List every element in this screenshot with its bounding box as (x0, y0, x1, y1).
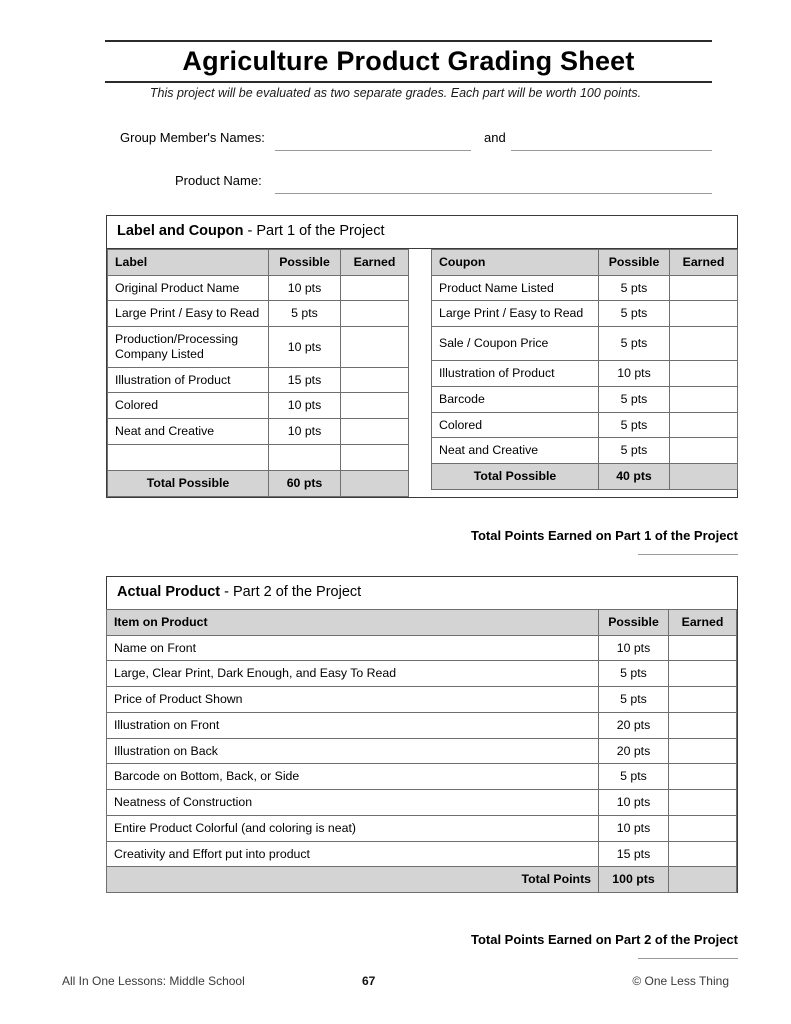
coupon-col-possible: Possible (599, 249, 670, 275)
part1-heading (107, 216, 737, 249)
label-col-earned: Earned (341, 249, 409, 275)
row-possible: 5 pts (269, 301, 341, 327)
part1-tables (107, 249, 737, 497)
row-possible: 5 pts (599, 764, 669, 790)
row-earned-input[interactable] (670, 301, 738, 327)
footer-copyright: © One Less Thing (632, 974, 729, 988)
row-item: Illustration on Front (107, 712, 599, 738)
label-col-possible: Possible (269, 249, 341, 275)
product-total-possible: 100 pts (599, 867, 669, 893)
table-row (432, 361, 738, 387)
part1-total-earned-label: Total Points Earned on Part 1 of the Project (470, 528, 738, 543)
row-possible: 20 pts (599, 712, 669, 738)
group-name-2-input[interactable] (511, 150, 712, 151)
row-item: Neat and Creative (108, 419, 269, 445)
group-names-label: Group Member's Names: (120, 130, 265, 145)
coupon-total-earned-input[interactable] (670, 464, 738, 490)
coupon-total-possible: 40 pts (599, 464, 670, 490)
product-col-possible: Possible (599, 609, 669, 635)
row-item: Large, Clear Print, Dark Enough, and Easy To Read (107, 661, 599, 687)
product-col-item: Item on Product (107, 609, 599, 635)
product-name-input[interactable] (275, 193, 712, 194)
table-row (108, 367, 409, 393)
table-row (432, 301, 738, 327)
row-earned-input[interactable] (341, 327, 409, 368)
table-row (108, 419, 409, 445)
row-item[interactable] (108, 444, 269, 470)
part2-heading (107, 577, 737, 610)
row-earned-input[interactable] (341, 393, 409, 419)
table-row (432, 412, 738, 438)
row-item: Neatness of Construction (107, 790, 599, 816)
label-total-possible: 60 pts (269, 470, 341, 496)
row-item: Large Print / Easy to Read (108, 301, 269, 327)
row-earned-input[interactable] (669, 687, 737, 713)
row-item: Creativity and Effort put into product (107, 841, 599, 867)
coupon-table (431, 249, 738, 490)
row-earned-input[interactable] (670, 386, 738, 412)
row-item: Barcode (432, 386, 599, 412)
product-name-label: Product Name: (175, 173, 262, 188)
row-item: Illustration of Product (432, 361, 599, 387)
row-possible: 10 pts (269, 393, 341, 419)
label-total-row (108, 470, 409, 496)
row-earned-input[interactable] (670, 275, 738, 301)
row-possible: 5 pts (599, 275, 670, 301)
row-possible: 5 pts (599, 386, 670, 412)
row-earned-input[interactable] (670, 412, 738, 438)
row-earned-input[interactable] (669, 790, 737, 816)
table-row (432, 386, 738, 412)
part2-total-earned-input[interactable] (638, 958, 738, 959)
table-row (107, 712, 737, 738)
row-earned-input[interactable] (669, 661, 737, 687)
label-table (107, 249, 409, 497)
document-subtitle: This project will be evaluated as two separate grades. Each part will be worth 100 points. (149, 86, 642, 100)
table-row (107, 635, 737, 661)
row-earned-input[interactable] (669, 815, 737, 841)
part1-heading-rest: - Part 1 of the Project (243, 223, 385, 239)
row-item: Price of Product Shown (107, 687, 599, 713)
row-possible: 15 pts (599, 841, 669, 867)
row-possible: 10 pts (599, 815, 669, 841)
part1-section (106, 215, 738, 498)
table-row-blank (108, 444, 409, 470)
row-earned-input[interactable] (670, 361, 738, 387)
table-header-row (107, 609, 737, 635)
group-names-row (0, 126, 791, 159)
footer-left-text: All In One Lessons: Middle School (62, 974, 245, 988)
row-possible: 10 pts (269, 275, 341, 301)
row-item: Colored (108, 393, 269, 419)
part2-total-earned-label: Total Points Earned on Part 2 of the Project (470, 932, 738, 947)
row-item: Illustration on Back (107, 738, 599, 764)
coupon-col-earned: Earned (670, 249, 738, 275)
product-total-earned-input[interactable] (669, 867, 737, 893)
row-possible: 5 pts (599, 438, 670, 464)
table-header-row (432, 249, 738, 275)
part1-heading-bold: Label and Coupon (117, 223, 244, 239)
row-item: Colored (432, 412, 599, 438)
table-row (107, 764, 737, 790)
product-col-earned: Earned (669, 609, 737, 635)
label-total-earned-input[interactable] (341, 470, 409, 496)
row-possible: 15 pts (269, 367, 341, 393)
footer-page-number: 67 (362, 974, 376, 988)
part2-section (106, 576, 738, 893)
label-col-item: Label (108, 249, 269, 275)
row-possible: 10 pts (599, 790, 669, 816)
row-earned-input[interactable] (669, 841, 737, 867)
table-row (107, 687, 737, 713)
row-item: Original Product Name (108, 275, 269, 301)
row-possible[interactable] (269, 444, 341, 470)
header-fields (0, 126, 791, 192)
row-earned-input[interactable] (341, 444, 409, 470)
table-row (107, 841, 737, 867)
table-row (432, 327, 738, 361)
row-possible: 20 pts (599, 738, 669, 764)
row-earned-input[interactable] (341, 419, 409, 445)
row-earned-input[interactable] (670, 438, 738, 464)
product-total-label: Total Points (107, 867, 599, 893)
table-row (432, 438, 738, 464)
row-item: Product Name Listed (432, 275, 599, 301)
document-title-block (105, 40, 712, 83)
product-total-row (107, 867, 737, 893)
label-total-label: Total Possible (108, 470, 269, 496)
group-name-1-input[interactable] (275, 150, 471, 151)
row-possible: 5 pts (599, 412, 670, 438)
row-item: Barcode on Bottom, Back, or Side (107, 764, 599, 790)
row-item: Entire Product Colorful (and coloring is neat) (107, 815, 599, 841)
and-label: and (484, 130, 506, 145)
row-item: Production/Processing Company Listed (108, 327, 269, 368)
row-possible: 10 pts (599, 361, 670, 387)
product-name-row (0, 159, 791, 192)
row-earned-input[interactable] (670, 327, 738, 361)
row-item: Illustration of Product (108, 367, 269, 393)
page-footer (0, 974, 791, 994)
table-row (108, 393, 409, 419)
row-earned-input[interactable] (669, 738, 737, 764)
row-item: Name on Front (107, 635, 599, 661)
row-possible: 5 pts (599, 687, 669, 713)
row-earned-input[interactable] (341, 301, 409, 327)
table-row (108, 275, 409, 301)
row-possible: 5 pts (599, 327, 670, 361)
row-item: Neat and Creative (432, 438, 599, 464)
row-item: Sale / Coupon Price (432, 327, 599, 361)
part1-total-earned-input[interactable] (638, 554, 738, 555)
row-earned-input[interactable] (669, 712, 737, 738)
row-item: Large Print / Easy to Read (432, 301, 599, 327)
page-title: Agriculture Product Grading Sheet (182, 46, 635, 76)
row-earned-input[interactable] (341, 275, 409, 301)
row-possible: 5 pts (599, 301, 670, 327)
coupon-total-row (432, 464, 738, 490)
table-row (108, 301, 409, 327)
row-earned-input[interactable] (341, 367, 409, 393)
row-possible: 10 pts (269, 327, 341, 368)
title-rule-bottom (105, 81, 712, 83)
table-header-row (108, 249, 409, 275)
coupon-total-label: Total Possible (432, 464, 599, 490)
table-row (107, 790, 737, 816)
table-row (107, 661, 737, 687)
row-earned-input[interactable] (669, 635, 737, 661)
table-row (432, 275, 738, 301)
table-row (108, 327, 409, 368)
actual-product-table (106, 609, 737, 893)
row-possible: 10 pts (599, 635, 669, 661)
coupon-col-item: Coupon (432, 249, 599, 275)
row-earned-input[interactable] (669, 764, 737, 790)
part2-heading-rest: - Part 2 of the Project (220, 584, 362, 600)
part2-heading-bold: Actual Product (117, 584, 221, 600)
row-possible: 10 pts (269, 419, 341, 445)
table-row (107, 738, 737, 764)
table-row (107, 815, 737, 841)
row-possible: 5 pts (599, 661, 669, 687)
